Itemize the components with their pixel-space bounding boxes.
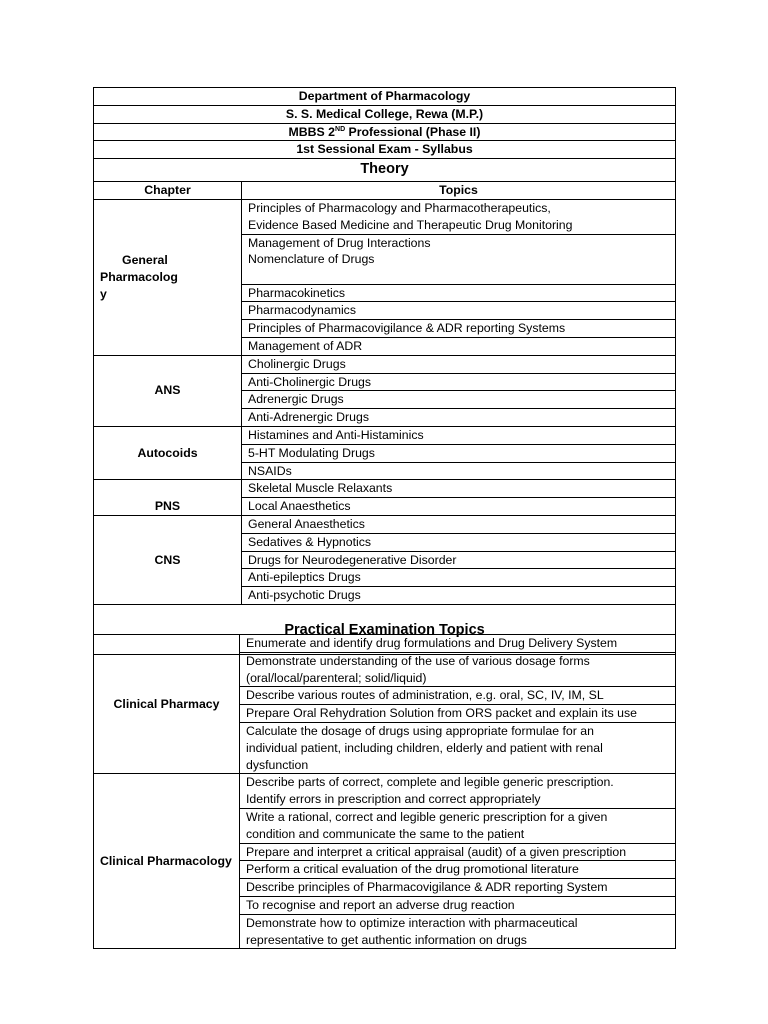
- topic-cell: Perform a critical evaluation of the drug promotional literature: [240, 861, 676, 879]
- practical-heading: Practical Examination Topics: [94, 604, 676, 654]
- topic-cell: Principles of Pharmacovigilance & ADR reporting Systems: [242, 320, 676, 338]
- topic-cell: 5-HT Modulating Drugs: [242, 444, 676, 462]
- topic-cell: Sedatives & Hypnotics: [242, 533, 676, 551]
- chapter-pns: PNS: [94, 480, 242, 516]
- topic-cell: Principles of Pharmacology and Pharmacotherapeutics, Evidence Based Medicine and Therapeutic Drug Monitoring: [242, 199, 676, 234]
- chapter-autocoids: Autocoids: [94, 426, 242, 479]
- topic-cell: Local Anaesthetics: [242, 498, 676, 516]
- topic-cell: To recognise and report an adverse drug reaction: [240, 896, 676, 914]
- chapter-ans: ANS: [94, 355, 242, 426]
- theory-syllabus-table: [93, 87, 676, 655]
- chapter-clinical-pharmacology: Clinical Pharmacology: [94, 774, 240, 949]
- practical-topics-table: [93, 634, 676, 949]
- topic-cell: Pharmacodynamics: [242, 302, 676, 320]
- topic-cell: Prepare and interpret a critical appraisal (audit) of a given prescription: [240, 843, 676, 861]
- topic-cell: Calculate the dosage of drugs using appropriate formulae for an individual patient, including children, elderly and patient with renal dysfunction: [240, 722, 676, 773]
- topic-cell: General Anaesthetics: [242, 515, 676, 533]
- exam-title: 1st Sessional Exam - Syllabus: [94, 141, 676, 159]
- topic-cell: Anti-psychotic Drugs: [242, 587, 676, 605]
- chapter-column-header: Chapter: [94, 182, 242, 200]
- topic-cell: Skeletal Muscle Relaxants: [242, 480, 676, 498]
- topic-cell: Anti-epileptics Drugs: [242, 569, 676, 587]
- topic-cell: Describe parts of correct, complete and legible generic prescription. Identify errors in prescription and correct appropriately: [240, 774, 676, 809]
- topic-cell: Adrenergic Drugs: [242, 391, 676, 409]
- topics-column-header: Topics: [242, 182, 676, 200]
- chapter-clinical-pharmacy: Clinical Pharmacy: [94, 635, 240, 774]
- topic-cell: Drugs for Neurodegenerative Disorder: [242, 551, 676, 569]
- topic-cell: Prepare Oral Rehydration Solution from ORS packet and explain its use: [240, 705, 676, 723]
- topic-cell: Histamines and Anti-Histaminics: [242, 426, 676, 444]
- topic-cell: Pharmacokinetics: [242, 284, 676, 302]
- topic-cell: Enumerate and identify drug formulations and Drug Delivery System: [240, 635, 676, 653]
- chapter-general-pharmacology: General Pharmacolog y: [94, 199, 242, 355]
- topic-cell: NSAIDs: [242, 462, 676, 480]
- topic-cell: Cholinergic Drugs: [242, 355, 676, 373]
- topic-cell: Demonstrate understanding of the use of various dosage forms (oral/local/parenteral; solid/liquid): [240, 652, 676, 687]
- chapter-cns: CNS: [94, 515, 242, 604]
- topic-cell: Write a rational, correct and legible generic prescription for a given condition and communicate the same to the patient: [240, 808, 676, 843]
- topic-cell: Anti-Cholinergic Drugs: [242, 373, 676, 391]
- topic-cell: Describe various routes of administration, e.g. oral, SC, IV, IM, SL: [240, 687, 676, 705]
- topic-cell: Demonstrate how to optimize interaction with pharmaceutical representative to get authentic information on drugs: [240, 914, 676, 949]
- college-name: S. S. Medical College, Rewa (M.P.): [94, 105, 676, 123]
- topic-cell: Management of Drug Interactions Nomenclature of Drugs: [242, 234, 676, 284]
- topic-cell: Management of ADR: [242, 337, 676, 355]
- department-title: Department of Pharmacology: [94, 88, 676, 106]
- course-superscript: ND: [335, 125, 346, 133]
- topic-cell: Describe principles of Pharmacovigilance & ADR reporting System: [240, 879, 676, 897]
- course-title: MBBS 2ND Professional (Phase II): [94, 123, 676, 141]
- topic-cell: Anti-Adrenergic Drugs: [242, 409, 676, 427]
- theory-heading: Theory: [94, 159, 676, 182]
